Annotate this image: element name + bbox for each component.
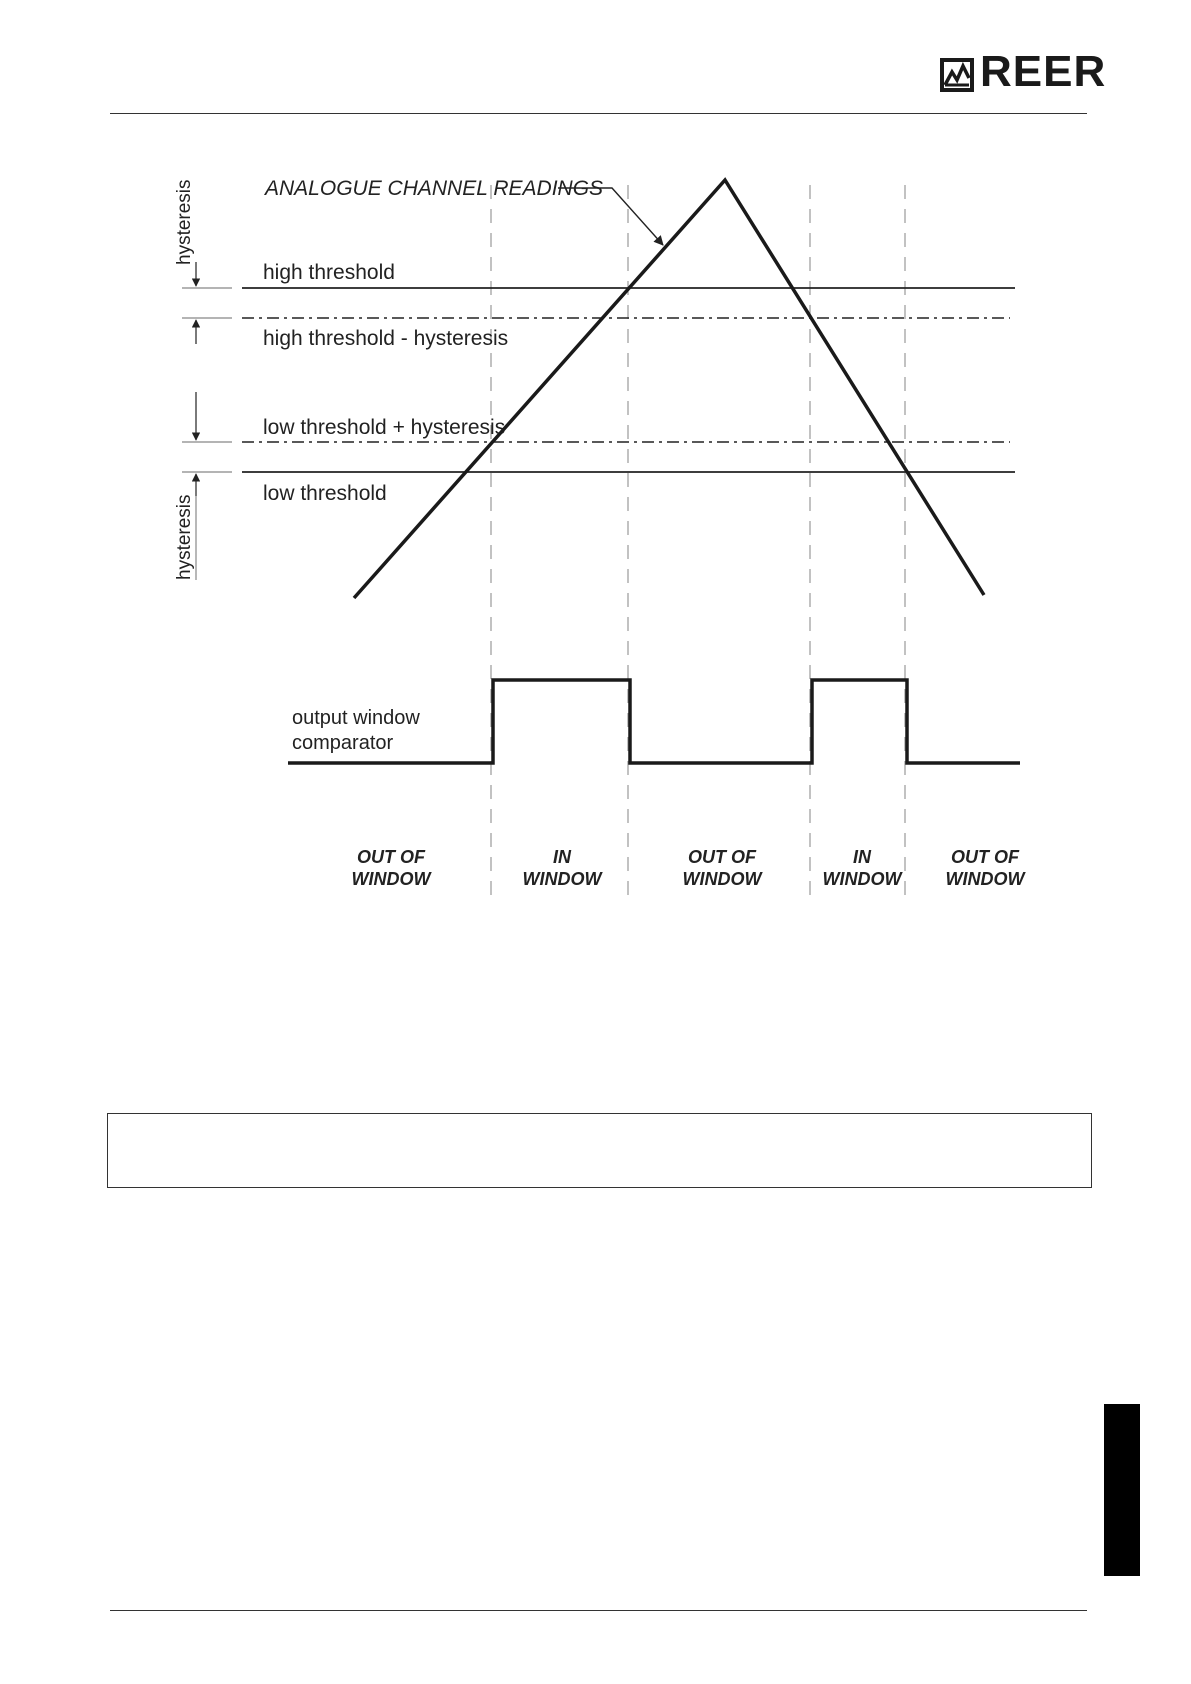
brand-logo-text: REER <box>980 47 1107 96</box>
low-plus-hysteresis-label: low threshold + hysteresis <box>263 416 506 439</box>
region-5-line2: WINDOW <box>945 869 1025 889</box>
region-labels <box>352 847 1027 889</box>
low-threshold-label: low threshold <box>263 482 387 505</box>
region-5-line1: OUT OF <box>951 847 1019 867</box>
region-separators <box>491 185 905 905</box>
note-box <box>107 1113 1092 1188</box>
high-threshold-label: high threshold <box>263 261 395 284</box>
region-2-line1: IN <box>553 847 571 867</box>
region-3-line1: OUT OF <box>688 847 756 867</box>
footer-divider <box>110 1610 1087 1611</box>
hysteresis-top-label: hysteresis <box>174 179 195 265</box>
hysteresis-bottom-label: hysteresis <box>174 494 195 580</box>
output-window-label-line1: output window <box>292 707 420 729</box>
region-1-line2: WINDOW <box>351 869 431 889</box>
region-1-line1: OUT OF <box>357 847 425 867</box>
region-4-line1: IN <box>853 847 871 867</box>
region-3-line2: WINDOW <box>682 869 762 889</box>
section-side-tab <box>1104 1404 1140 1576</box>
output-window-label-line2: comparator <box>292 732 394 754</box>
region-4-line2: WINDOW <box>822 869 902 889</box>
analogue-reading-curve <box>354 180 984 598</box>
high-minus-hysteresis-label: high threshold - hysteresis <box>263 327 509 350</box>
analogue-readings-label: ANALOGUE CHANNEL READINGS <box>265 177 604 200</box>
region-2-line2: WINDOW <box>522 869 602 889</box>
